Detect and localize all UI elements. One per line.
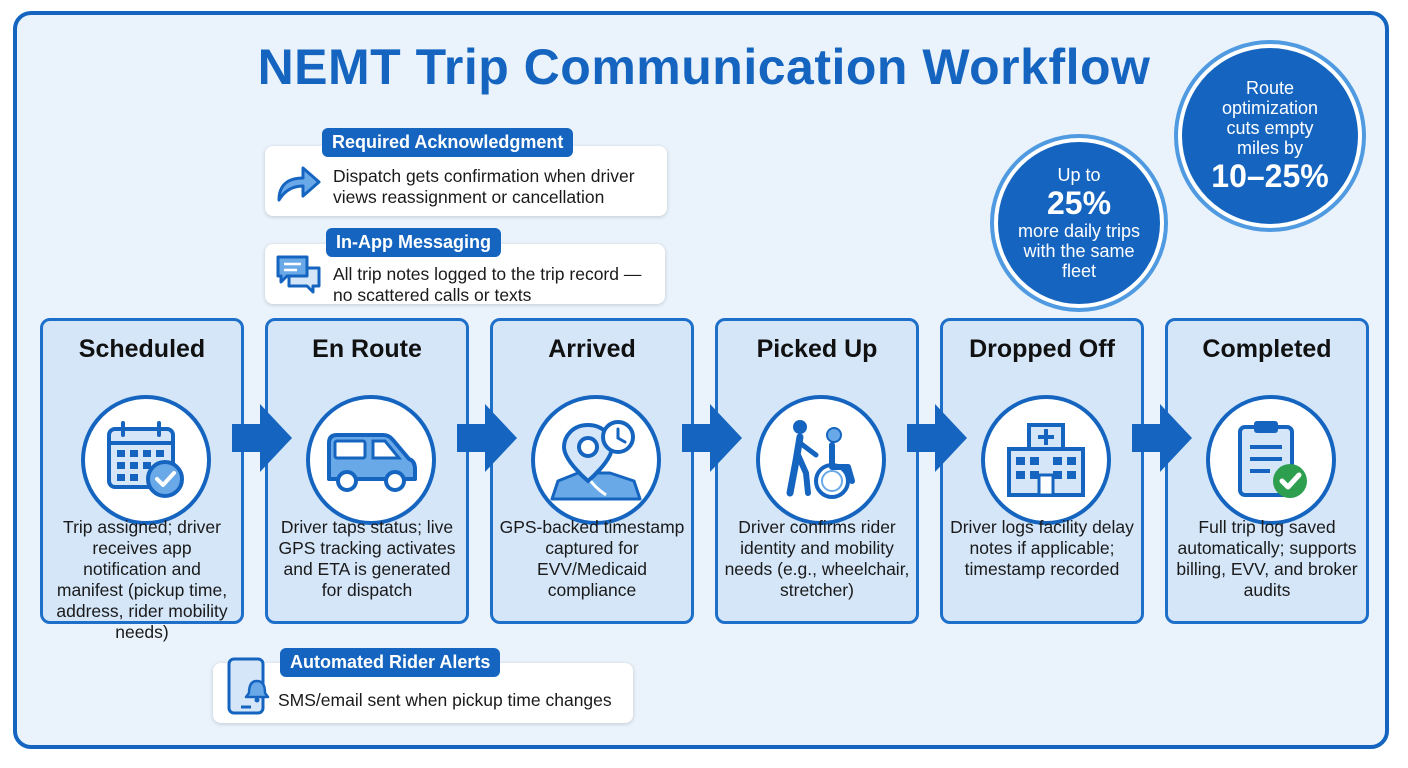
- hospital-icon: [981, 395, 1111, 525]
- stage-completed: [1165, 318, 1369, 624]
- flow-arrow-icon: [682, 402, 744, 474]
- acknowledgment-text: Dispatch gets confirmation when driver views reassignment or cancellation: [333, 166, 635, 207]
- stage-description: Trip assigned; driver receives app notification and manifest (pickup time, address, rider mobility needs): [56, 517, 228, 642]
- rider-alerts-text: SMS/email sent when pickup time changes: [278, 690, 612, 710]
- stage-title: Arrived: [548, 335, 636, 363]
- stage-dropped-off: [940, 318, 1144, 624]
- stage-title: En Route: [312, 335, 422, 363]
- flow-arrow-icon: [232, 402, 294, 474]
- phone-bell-icon: [225, 655, 271, 717]
- stage-description: Driver logs facility delay notes if applicable; timestamp recorded: [950, 517, 1134, 579]
- page-title: NEMT Trip Communication Workflow: [257, 39, 1151, 95]
- stage-scheduled: [40, 318, 244, 642]
- flow-arrow-icon: [1132, 402, 1194, 474]
- stage-title: Picked Up: [756, 335, 878, 363]
- forward-arrow-icon: [275, 164, 321, 202]
- stage-title: Completed: [1202, 335, 1332, 363]
- trips-stat-badge: [998, 142, 1160, 304]
- route-stat-value: 10–25%: [1211, 158, 1329, 194]
- stage-title: Dropped Off: [969, 335, 1115, 363]
- rider-alerts-tag: Automated Rider Alerts: [280, 648, 500, 677]
- flow-arrow-icon: [457, 402, 519, 474]
- van-icon: [306, 395, 436, 525]
- calendar-check-icon: [81, 395, 211, 525]
- stage-description: Driver confirms rider identity and mobility needs (e.g., wheelchair, stretcher): [724, 517, 910, 600]
- stage-description: GPS-backed timestamp captured for EVV/Medicaid compliance: [499, 517, 685, 600]
- trips-stat-value: 25%: [1046, 185, 1112, 221]
- clipboard-check-icon: [1206, 395, 1336, 525]
- route-stat-line1: Route optimization cuts empty miles by: [1221, 78, 1319, 158]
- map-pin-clock-icon: [531, 395, 661, 525]
- stage-description: Full trip log saved automatically; supports billing, EVV, and broker audits: [1176, 517, 1358, 600]
- stage-description: Driver taps status; live GPS tracking activates and ETA is generated for dispatch: [278, 517, 456, 600]
- trips-stat-line2: more daily trips with the same fleet: [1017, 221, 1141, 281]
- stage-title: Scheduled: [78, 335, 206, 363]
- wheelchair-assist-icon: [756, 395, 886, 525]
- route-stat-badge: [1182, 48, 1358, 224]
- stage-arrived: [490, 318, 694, 624]
- flow-arrow-icon: [907, 402, 969, 474]
- messaging-tag: In-App Messaging: [326, 228, 501, 257]
- stage-picked-up: [715, 318, 919, 624]
- chat-bubbles-icon: [275, 254, 323, 294]
- messaging-text: All trip notes logged to the trip record — no scattered calls or texts: [333, 264, 642, 305]
- stage-en-route: [265, 318, 469, 624]
- trips-stat-line1: Up to: [1057, 165, 1101, 185]
- acknowledgment-tag: Required Acknowledgment: [322, 128, 573, 157]
